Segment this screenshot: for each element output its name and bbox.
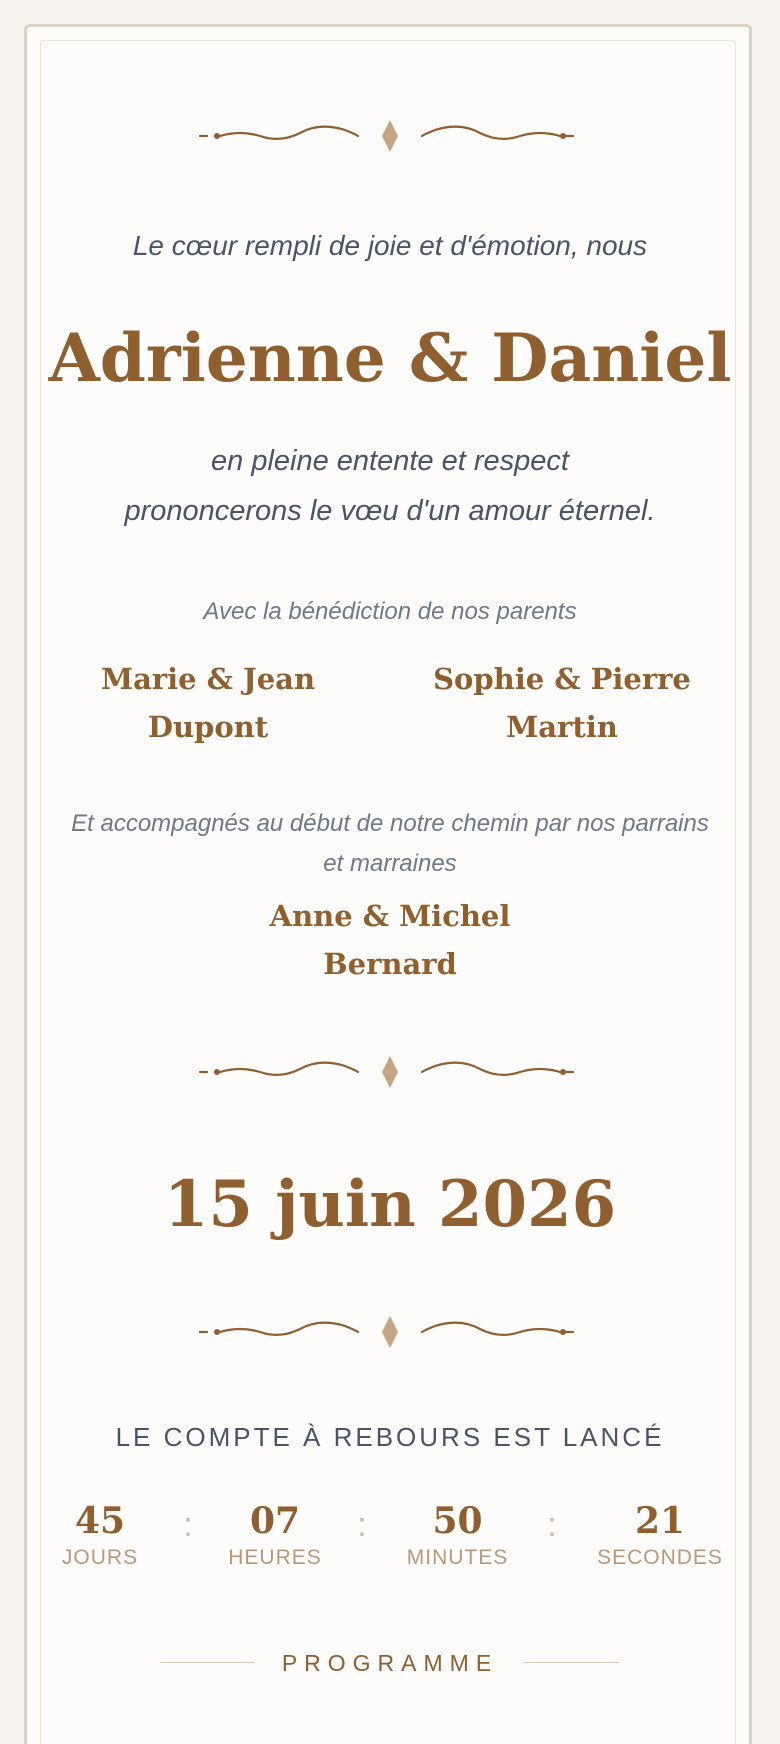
couple-names: Adrienne & Daniel: [48, 319, 732, 397]
parents-right-surname: Martin: [506, 710, 618, 744]
wedding-date: 15 juin 2026: [163, 1167, 617, 1242]
vow-text: [0, 436, 780, 536]
countdown-days-value: 45: [74, 1500, 126, 1542]
blessing-text: Avec la bénédiction de nos parents: [203, 598, 577, 625]
intro-text: Le cœur rempli de joie et d'émotion, nous: [132, 230, 648, 261]
parents-right: [412, 655, 712, 751]
countdown-hours-value: 07: [249, 1500, 301, 1542]
vow-line-2: prononcerons le vœu d'un amour éternel.: [124, 495, 656, 527]
godparents-names: [0, 892, 780, 988]
countdown-seconds: [575, 1498, 745, 1572]
godparents-intro-text: Et accompagnés au début de notre chemin par nos parrains et marraines: [71, 810, 709, 877]
countdown-title: LE COMPTE À REBOURS EST LANCÉ: [115, 1422, 665, 1452]
countdown-minutes-value: 50: [432, 1500, 483, 1542]
countdown-separator: :: [183, 1506, 193, 1544]
countdown-days-label: JOURS: [61, 1546, 139, 1569]
countdown-hours: [210, 1498, 340, 1572]
parents-left: [58, 655, 358, 751]
parents-left-names: Marie & Jean: [100, 662, 316, 696]
countdown-days: [50, 1498, 150, 1572]
countdown-separator: :: [547, 1506, 557, 1544]
countdown-seconds-value: 21: [634, 1500, 686, 1542]
parents-right-names: Sophie & Pierre: [433, 662, 691, 696]
vow-line-1: en pleine entente et respect: [211, 445, 569, 477]
flourish-divider-icon: [195, 116, 585, 156]
program-title: PROGRAMME: [281, 1650, 499, 1676]
parents-left-surname: Dupont: [147, 710, 269, 744]
flourish-divider-icon: [195, 1312, 585, 1352]
flourish-divider-icon: [195, 1052, 585, 1092]
godparents-surname: Bernard: [323, 947, 457, 981]
godparents-first-names: Anne & Michel: [269, 899, 511, 933]
countdown-hours-label: HEURES: [228, 1546, 322, 1569]
countdown-minutes-label: MINUTES: [406, 1546, 509, 1569]
countdown-separator: :: [357, 1506, 367, 1544]
countdown-seconds-label: SECONDES: [597, 1546, 723, 1569]
invitation-card: [24, 24, 752, 1744]
countdown-minutes: [385, 1498, 530, 1572]
program-rule-right: [524, 1662, 619, 1663]
